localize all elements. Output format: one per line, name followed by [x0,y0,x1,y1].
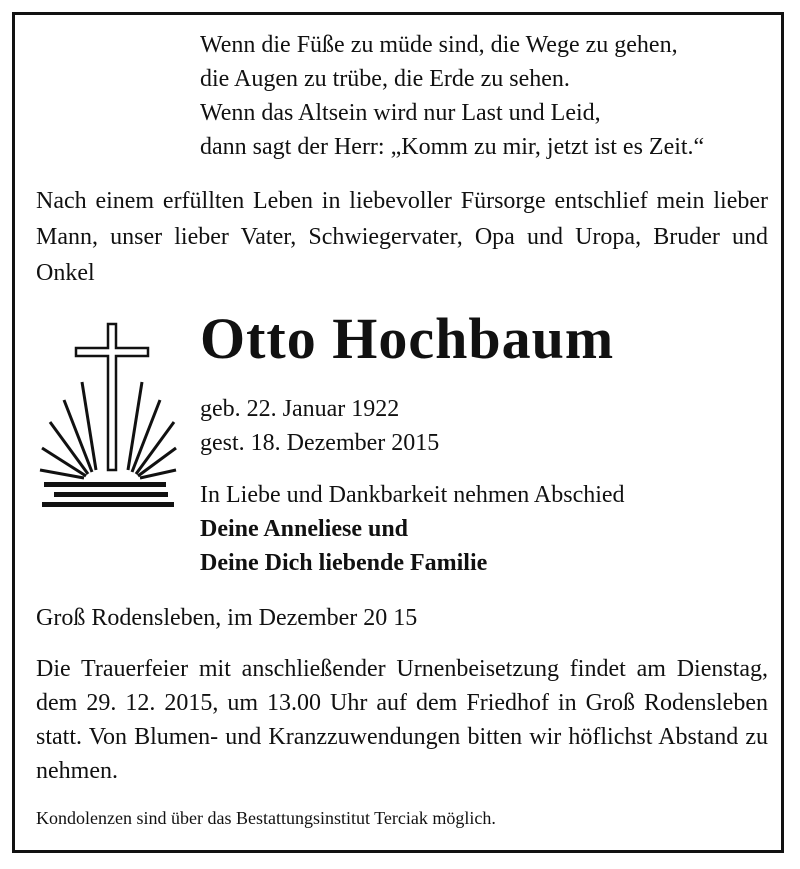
poem [200,28,704,164]
poem-line: dann sagt der Herr: „Komm zu mir, jetzt ist es Zeit.“ [200,134,705,160]
birth-date: geb. 22. Januar 1922 [200,396,400,422]
place-date: Groß Rodensleben, im Dezember 20 15 [36,605,418,631]
life-dates [200,392,439,460]
farewell-line: In Liebe und Dankbarkeit nehmen Abschied [200,482,625,508]
service-info: Die Trauerfeier mit anschließender Urnenbeisetzung findet am Dienstag, dem 29. 12. 2015, um 13.00 Uhr auf dem Friedhof in Groß Rodensleben statt. Von Blumen- und Kranzzuwendungen bitten wir höflichst Abstand zu nehmen. [36,656,768,784]
intro-text: Nach einem erfüllten Leben in liebevoller Fürsorge entschlief mein lieber Mann, unser lieber Vater, Schwiegervater, Opa und Uropa, Bruder und Onkel [36,188,768,286]
poem-line: Wenn die Füße zu müde sind, die Wege zu gehen, [200,32,678,58]
poem-line: die Augen zu trübe, die Erde zu sehen. [200,66,570,92]
poem-line: Wenn das Altsein wird nur Last und Leid, [200,100,601,126]
cross-sunrise-icon [38,320,178,520]
signatory: Deine Anneliese und [200,516,409,542]
condolence-note: Kondolenzen sind über das Bestattungsinstitut Terciak möglich. [36,808,496,828]
farewell-block [200,478,625,580]
signatory: Deine Dich liebende Familie [200,550,488,576]
death-date: gest. 18. Dezember 2015 [200,430,440,456]
deceased-name: Otto Hochbaum [200,306,615,371]
